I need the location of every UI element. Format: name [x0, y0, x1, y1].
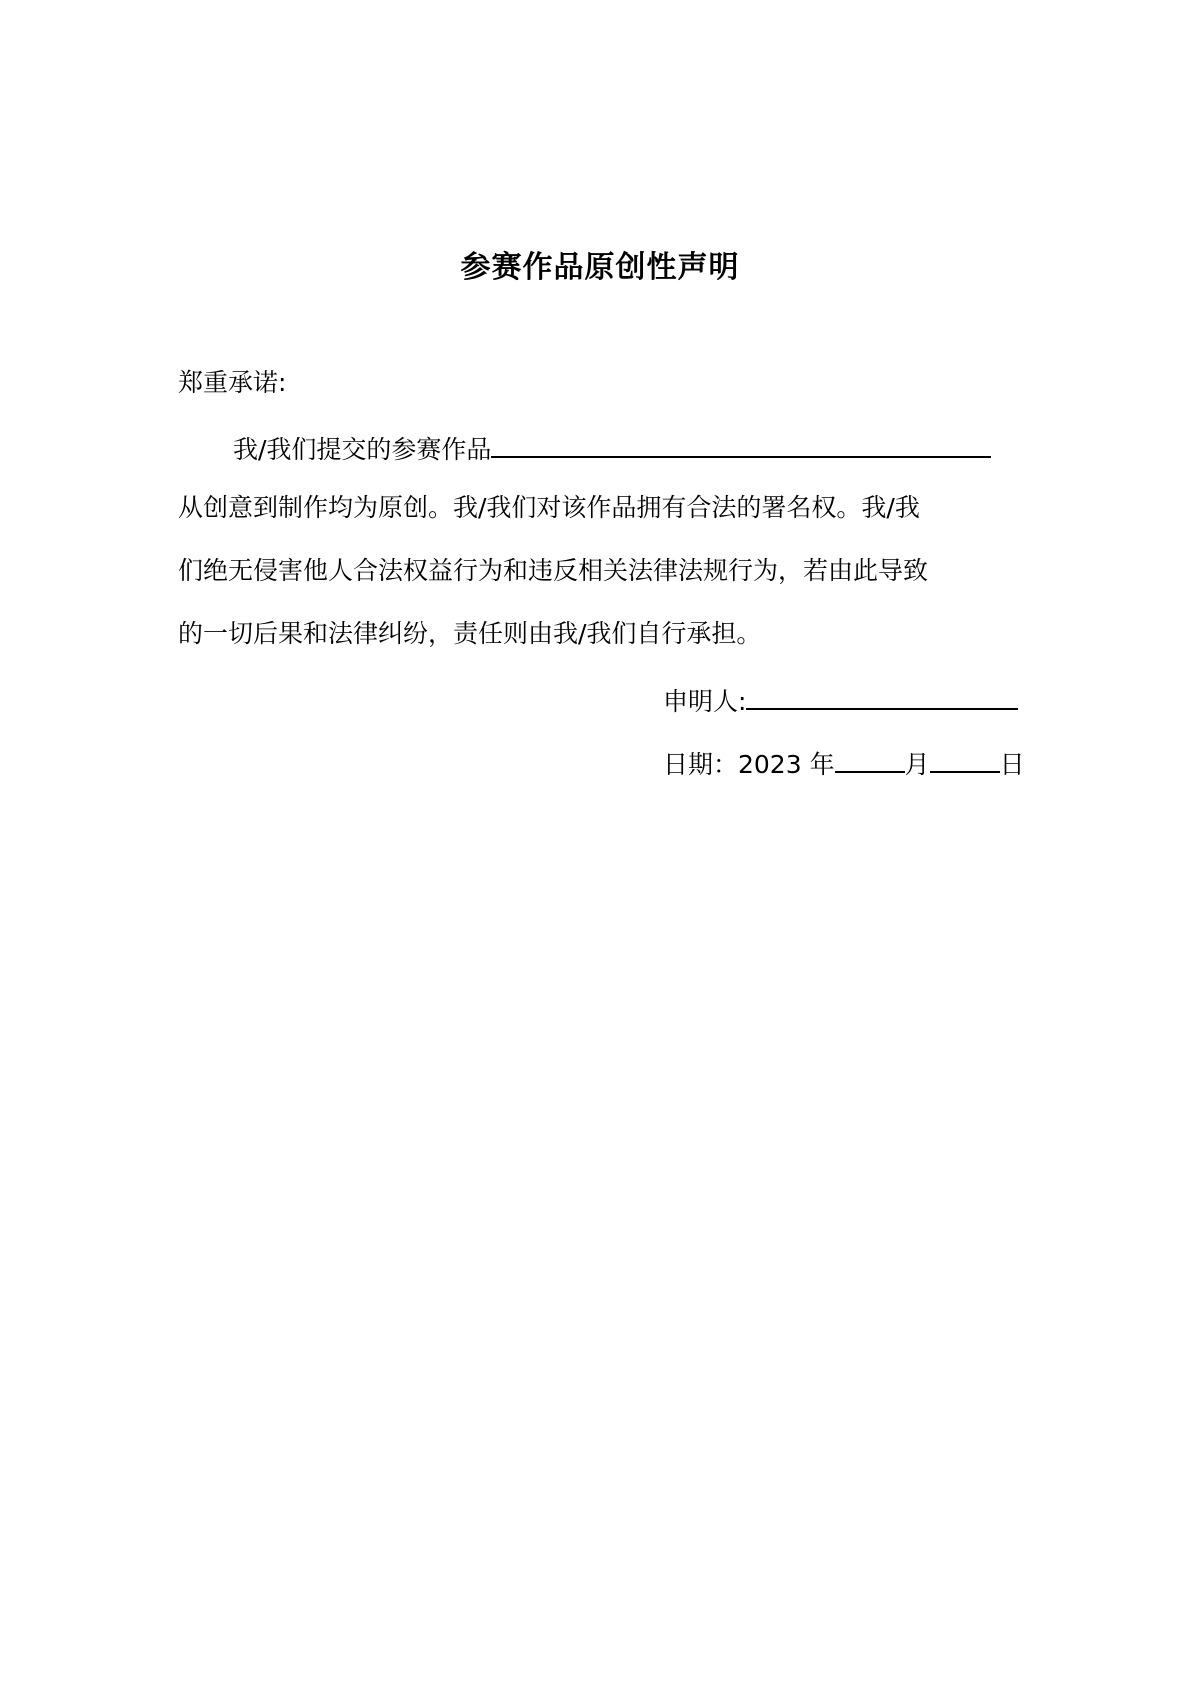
salutation: 郑重承诺:: [178, 368, 287, 397]
paragraph-line-1: [233, 428, 991, 467]
month-blank[interactable]: [835, 743, 905, 773]
paragraph-line-4: 的一切后果和法律纠纷，责任则由我/我们自行承担。: [178, 619, 762, 648]
month-label: 月: [904, 750, 930, 779]
signer-row: [663, 680, 1018, 719]
day-blank[interactable]: [930, 743, 1000, 773]
signer-label: 申明人:: [663, 687, 747, 716]
date-row: [663, 743, 1025, 782]
work-title-blank[interactable]: [491, 428, 991, 458]
paragraph-line-1-text: 我/我们提交的参赛作品: [233, 435, 492, 464]
day-label: 日: [999, 750, 1025, 779]
date-label: 日期：2023 年: [663, 750, 835, 779]
paragraph-line-2: 从创意到制作均为原创。我/我们对该作品拥有合法的署名权。我/我: [178, 493, 920, 522]
signer-blank[interactable]: [746, 680, 1018, 710]
paragraph-line-3: 们绝无侵害他人合法权益行为和违反相关法律法规行为，若由此导致: [178, 556, 929, 585]
document-title: 参赛作品原创性声明: [460, 250, 740, 285]
